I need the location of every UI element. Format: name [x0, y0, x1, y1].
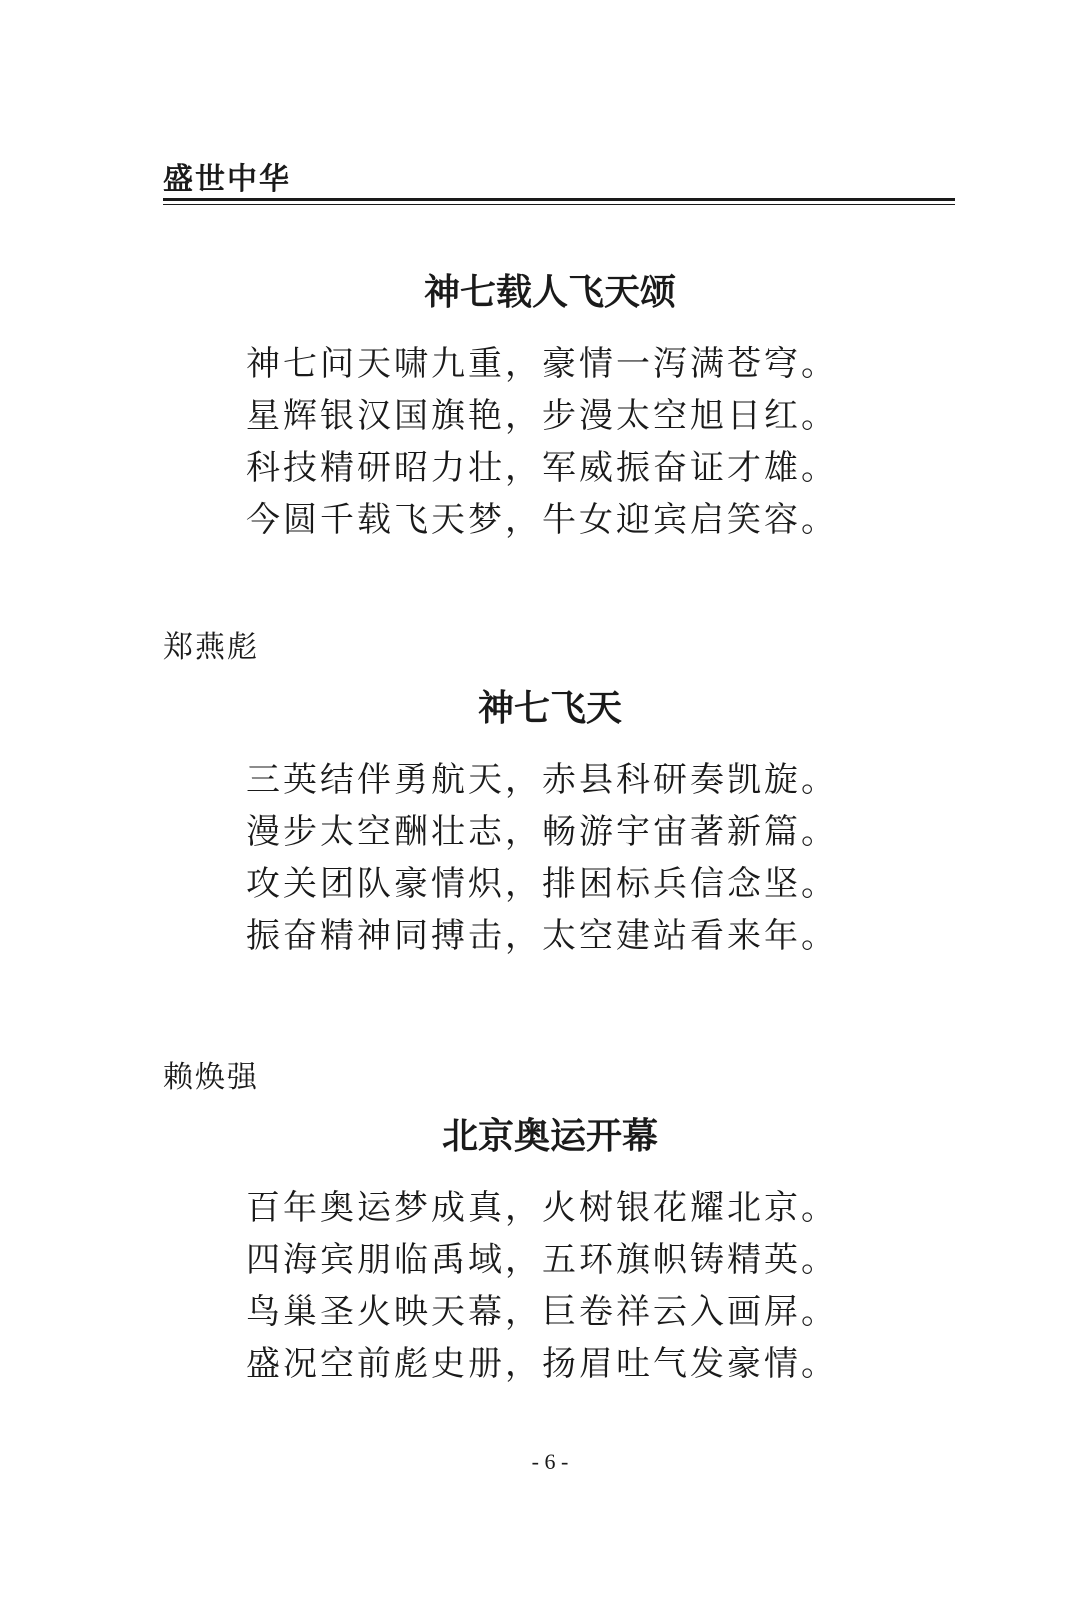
poem-1-line-4: 今圆千载飞天梦，牛女迎宾启笑容。 [246, 500, 838, 540]
poem-2-line-1: 三英结伴勇航天，赤县科研奏凯旋。 [246, 760, 838, 800]
poem-2-title: 神七飞天 [477, 687, 622, 729]
poem-1-title: 神七载人飞天颂 [423, 271, 676, 313]
poem-2-verse [246, 754, 838, 962]
poem-2-line-3: 攻关团队豪情炽，排困标兵信念坚。 [246, 864, 838, 904]
poem-3-title: 北京奥运开幕 [441, 1115, 658, 1157]
poem-3-verse [246, 1182, 838, 1390]
poem-3-line-4: 盛况空前彪史册，扬眉吐气发豪情。 [246, 1344, 838, 1384]
poem-1-line-3: 科技精研昭力壮，军威振奋证才雄。 [246, 448, 838, 488]
running-header-title: 盛世中华 [163, 162, 291, 197]
poem-2-author: 郑燕彪 [163, 630, 259, 665]
poem-2-line-4: 振奋精神同搏击，太空建站看来年。 [246, 916, 838, 956]
poem-3-author: 赖焕强 [163, 1060, 259, 1095]
page-number: - 6 - [531, 1449, 569, 1474]
poem-3-line-2: 四海宾朋临禹域，五环旗帜铸精英。 [246, 1240, 838, 1280]
header-rule-thick [163, 198, 955, 201]
poem-1-line-2: 星辉银汉国旗艳，步漫太空旭日红。 [246, 396, 838, 436]
poem-2-line-2: 漫步太空酬壮志，畅游宇宙著新篇。 [246, 812, 838, 852]
poem-1-verse [246, 338, 838, 546]
poem-3-line-3: 鸟巢圣火映天幕，巨卷祥云入画屏。 [246, 1292, 838, 1332]
header-rule-thin [163, 204, 955, 205]
poem-3-line-1: 百年奥运梦成真，火树银花耀北京。 [246, 1188, 838, 1228]
poem-1-line-1: 神七问天啸九重，豪情一泻满苍穹。 [246, 344, 838, 384]
